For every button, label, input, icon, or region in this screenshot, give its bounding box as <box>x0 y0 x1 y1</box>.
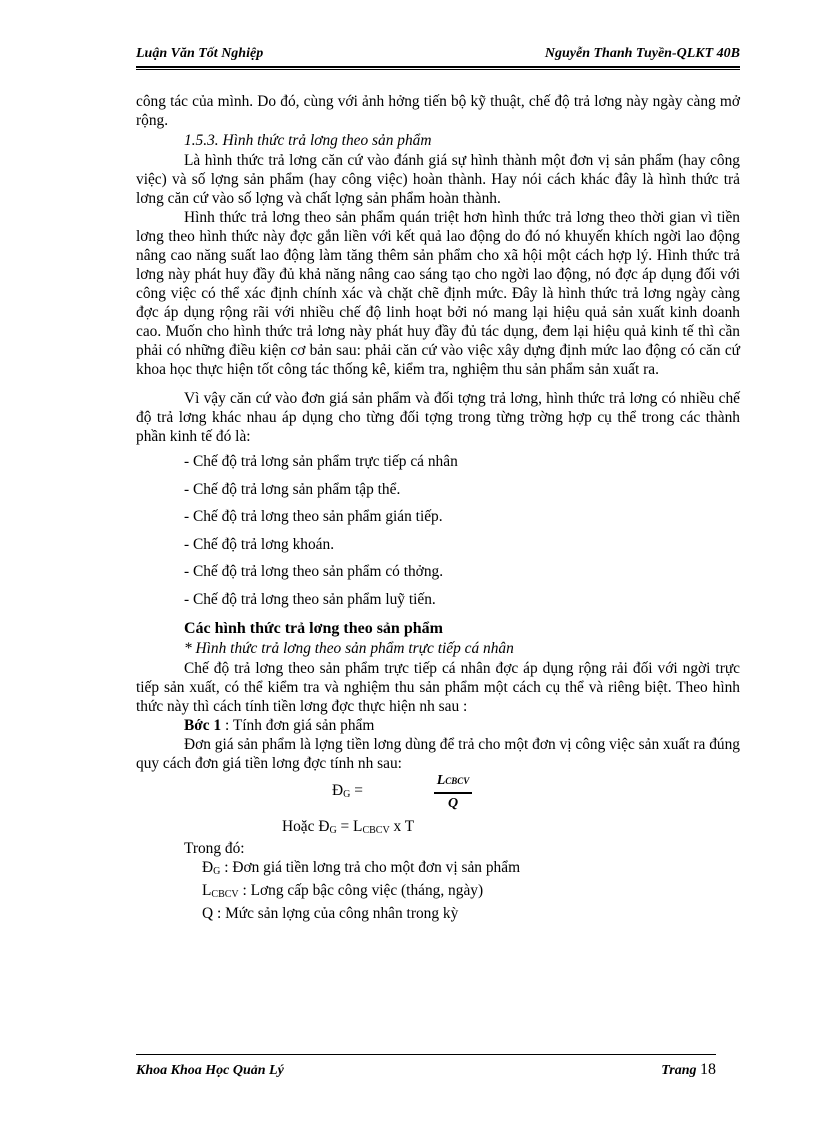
def-text: : Đơn giá tiền lơng trả cho một đơn vị sản phẩm <box>220 859 521 876</box>
formula-subscript: G <box>343 789 351 800</box>
list-item: - Chế độ trả lơng theo sản phẩm có thởng. <box>184 563 444 580</box>
definition-q: Q : Mức sản lợng của công nhân trong kỳ <box>202 905 459 922</box>
formula-fraction <box>434 771 472 813</box>
alt-subscript-cbcv: CBCV <box>362 825 390 836</box>
formula-equals: = <box>350 782 363 799</box>
list-item: - Chế độ trả lơng khoán. <box>184 535 335 553</box>
step-1 <box>136 716 740 735</box>
section-heading-1-5-3: 1.5.3. Hình thức trả lơng theo sản phẩm <box>184 132 432 149</box>
unit-price-formula <box>136 773 740 839</box>
list-item: - Chế độ trả lơng sản phẩm trực tiếp cá nhân <box>184 453 458 470</box>
page-footer <box>136 1054 716 1085</box>
list-item: - Chế độ trả lơng theo sản phẩm luỹ tiến. <box>184 590 436 608</box>
numerator-subscript: CBCV <box>445 776 470 786</box>
definition-dg <box>136 858 740 881</box>
fraction-denominator: Q <box>447 796 459 811</box>
alt-middle: = L <box>336 818 363 835</box>
paragraph-intro: công tác của mình. Do đó, cùng với ảnh hởng tiến bộ kỹ thuật, chế độ trả lơng này ngày càng mở rộng. <box>136 93 740 129</box>
regime-list <box>136 448 740 613</box>
alt-end: x T <box>389 818 415 835</box>
footer-page-label: Trang <box>661 1063 697 1078</box>
paragraph-regimes-intro: Vì vậy căn cứ vào đơn giá sản phẩm và đối tợng trả lơng, hình thức trả lơng có nhiều chế độ trả lơng khác nhau áp dụng cho từng đối tợng trong từng trờng hợp cụ thể trong các thành phần kinh tế đó là: <box>136 390 740 445</box>
step-text: : Tính đơn giá sản phẩm <box>221 717 375 734</box>
page-body <box>136 92 740 923</box>
paragraph-unit-price: Đơn giá sản phẩm là lợng tiền lơng dùng để trả cho một đơn vị công việc sản xuất ra đúng quy cách đơn giá tiền lơng đợc tính nh sau: <box>136 736 740 772</box>
def-text: : Lơng cấp bậc công việc (tháng, ngày) <box>238 882 484 899</box>
section-heading-forms: Các hình thức trả lơng theo sản phẩm <box>184 620 443 637</box>
paragraph-advantages: Hình thức trả lơng theo sản phẩm quán triệt hơn hình thức trả lơng theo thời gian vì tiền lơng theo hình thức này đợc gắn liền với kết quả lao động do đó nó khuyến khích ngời lao động nâng cao năng suất lao động làm tăng thêm sản phẩm cho xã hội một cách hợp lý. Hình thức trả lơng này phát huy đầy đủ khả năng nâng cao sáng tạo cho ngời lao động, nó đợc áp dụng đối với công việc có thể xác định chính xác và chặt chẽ định mức. Đây là hình thức trả lơng ngày càng đợc áp dụng rộng rãi với nhiều chế độ linh hoạt bởi nó mang lại hiệu quả sản xuất kinh doanh cao. Muốn cho hình thức trả lơng này phát huy đầy đủ tác dụng, đem lại hiệu quả kinh tế thì cần phải có những điều kiện cơ bản sau: phải căn cứ vào việc xây dựng định mức lao động có căn cứ khoa học thực hiện tốt công tác thống kê, kiểm tra, nghiệm thu sản phẩm sản xuất ra. <box>136 209 740 378</box>
header-author: Nguyễn Thanh Tuyền-QLKT 40B <box>544 46 740 61</box>
list-item: - Chế độ trả lơng theo sản phẩm gián tiếp. <box>184 508 443 525</box>
footer-page <box>661 1061 716 1079</box>
footer-faculty: Khoa Khoa Học Quản Lý <box>136 1063 284 1078</box>
list-item: - Chế độ trả lơng sản phẩm tập thể. <box>184 480 401 498</box>
definition-lcbcv <box>136 881 740 904</box>
subheading-direct-individual: * Hình thức trả lơng theo sản phẩm trực tiếp cá nhân <box>184 640 514 657</box>
formula-lhs <box>332 781 363 804</box>
fraction-numerator <box>434 771 472 794</box>
alt-prefix: Hoặc Đ <box>282 818 330 835</box>
def-subscript: CBCV <box>211 889 239 900</box>
def-symbol: Đ <box>202 859 214 876</box>
formula-alternative <box>282 817 414 840</box>
numerator-symbol: L <box>436 773 446 788</box>
alt-subscript: G <box>329 825 337 836</box>
def-subscript: G <box>213 866 221 877</box>
header-thesis-title: Luận Văn Tốt Nghiệp <box>136 46 264 61</box>
page-header <box>136 40 740 68</box>
footer-page-number: 18 <box>700 1061 716 1078</box>
formula-symbol-d: Đ <box>332 782 344 799</box>
formula-definitions <box>136 839 740 923</box>
paragraph-definition: Là hình thức trả lơng căn cứ vào đánh giá sự hình thành một đơn vị sản phẩm (hay công việc) và số lợng sản phẩm (hay công việc) hoàn thành. Hay nói cách khác đây là hình thức trả lơng căn cứ vào số lợng và chất lợng sản phẩm hoàn thành. <box>136 152 740 207</box>
paragraph-direct-individual: Chế độ trả lơng theo sản phẩm trực tiếp cá nhân đợc áp dụng rộng rải đối với ngời trực tiếp sản xuất, có thể kiểm tra và nghiệm thu sản phẩm một cách cụ thể và riêng biệt. Theo hình thức này thì cách tính tiền lơng đợc thực hiện nh sau : <box>136 660 740 715</box>
def-symbol: L <box>202 882 212 899</box>
definitions-lead: Trong đó: <box>184 840 245 857</box>
step-label: Bớc 1 <box>184 717 222 734</box>
